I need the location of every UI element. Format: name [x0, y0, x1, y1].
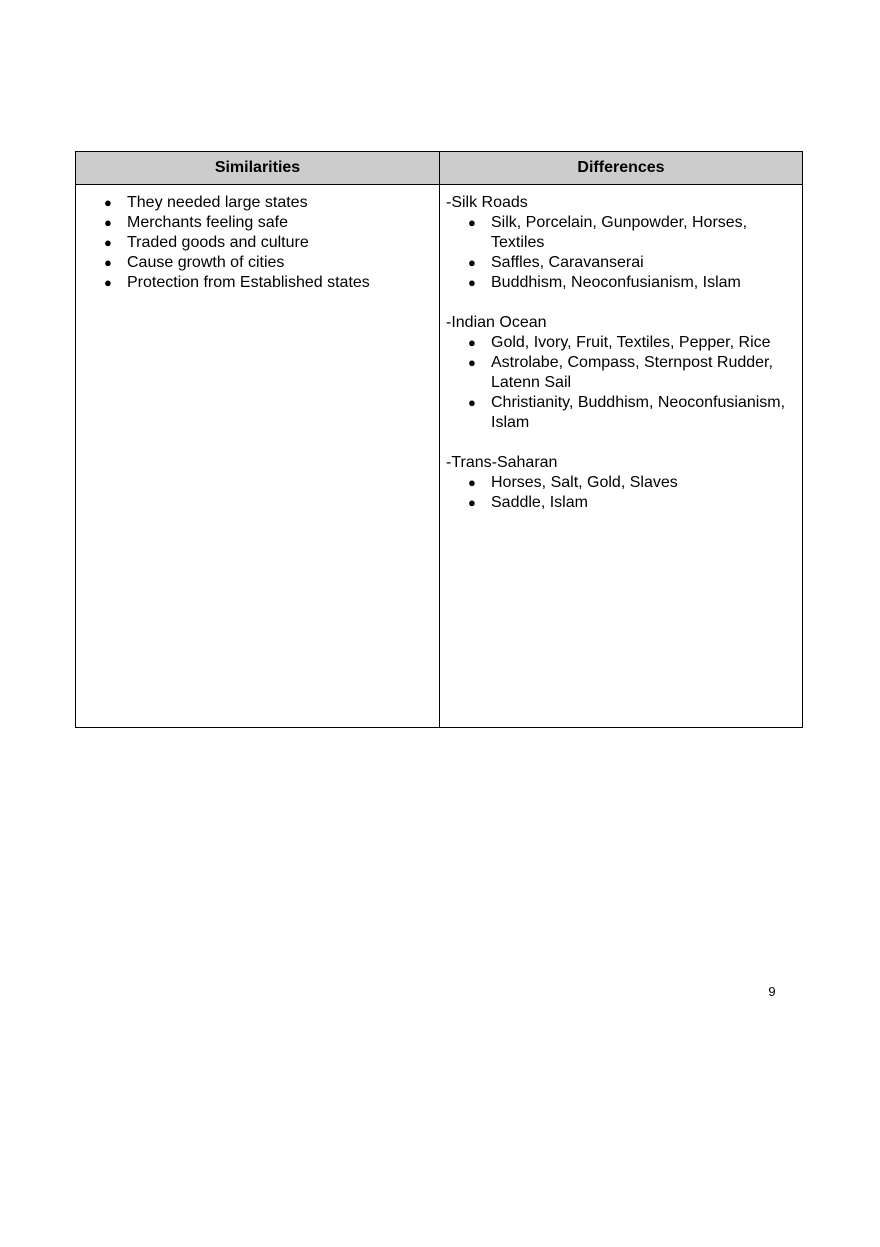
- section-indian-ocean: [446, 313, 796, 433]
- list-item: ● Saffles, Caravanserai: [446, 253, 796, 273]
- section-title: -Indian Ocean: [446, 314, 547, 331]
- list-item: ● Astrolabe, Compass, Sternpost Rudder, Latenn Sail: [446, 353, 796, 393]
- list-item: ● Gold, Ivory, Fruit, Textiles, Pepper, Rice: [446, 333, 796, 353]
- table-row: [76, 185, 803, 728]
- list-item: ● Protection from Established states: [82, 273, 433, 293]
- list-item: ● Cause growth of cities: [82, 253, 433, 273]
- similarities-list: [82, 193, 433, 293]
- section-title: -Silk Roads: [446, 194, 528, 211]
- section-silk-roads: [446, 193, 796, 293]
- section-trans-saharan: [446, 453, 796, 513]
- page-number: 9: [768, 984, 776, 999]
- list-item: ● Traded goods and culture: [82, 233, 433, 253]
- comparison-table: [75, 151, 803, 728]
- differences-cell: [440, 185, 803, 728]
- section-list: [446, 333, 796, 433]
- list-item: ● Saddle, Islam: [446, 493, 796, 513]
- list-item: ● Silk, Porcelain, Gunpowder, Horses, Textiles: [446, 213, 796, 253]
- list-item: ● Horses, Salt, Gold, Slaves: [446, 473, 796, 493]
- section-list: [446, 213, 796, 293]
- table-header-row: [76, 152, 803, 185]
- list-item: ● Christianity, Buddhism, Neoconfusianism, Islam: [446, 393, 796, 433]
- section-list: [446, 473, 796, 513]
- similarities-cell: [76, 185, 440, 728]
- section-title: -Trans-Saharan: [446, 454, 558, 471]
- list-item: ● They needed large states: [82, 193, 433, 213]
- list-item: ● Merchants feeling safe: [82, 213, 433, 233]
- header-differences: Differences: [440, 152, 803, 185]
- header-similarities: Similarities: [76, 152, 440, 185]
- list-item: ● Buddhism, Neoconfusianism, Islam: [446, 273, 796, 293]
